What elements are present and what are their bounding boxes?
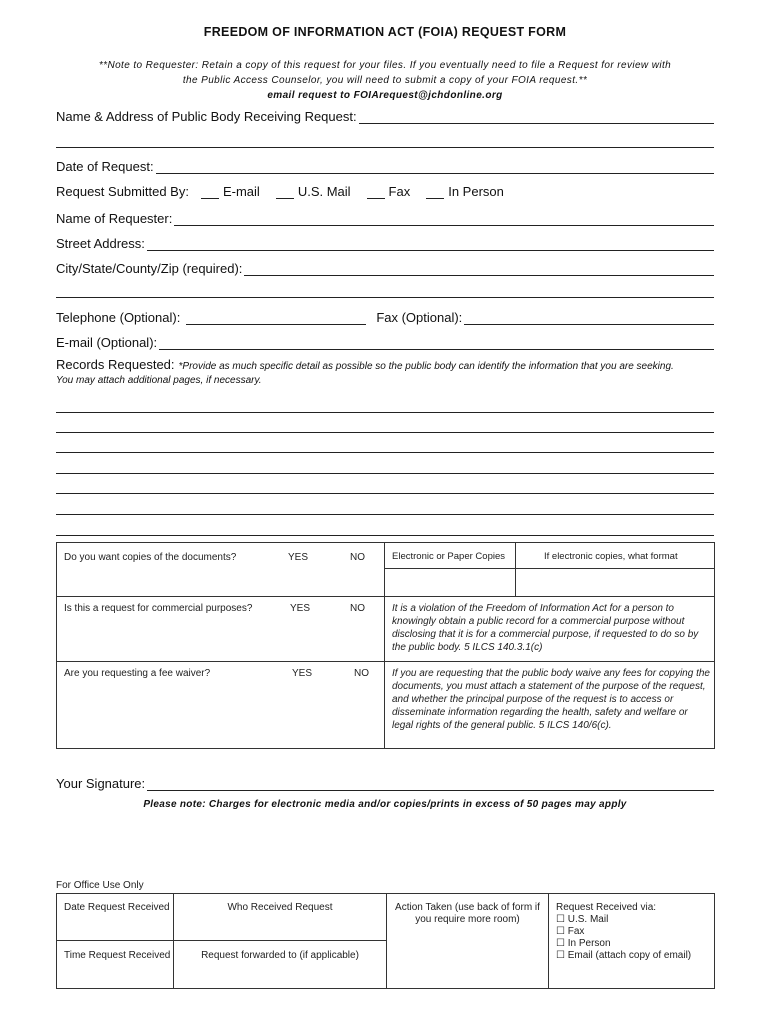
- street-field[interactable]: [147, 236, 714, 251]
- signature-row: [56, 773, 714, 791]
- blank-line: [367, 186, 385, 199]
- records-line[interactable]: [56, 412, 714, 413]
- via-fax[interactable]: ☐ Fax: [556, 926, 585, 937]
- city-row: [56, 258, 714, 276]
- option-label: Fax: [388, 184, 411, 199]
- received-via-label: Request Received via:: [556, 902, 657, 913]
- table-row-divider: [56, 596, 714, 597]
- submitted-by-row: [56, 181, 714, 199]
- blank-line: [201, 186, 219, 199]
- records-row: [56, 357, 714, 375]
- submitted-by-label: Request Submitted By:: [56, 184, 189, 199]
- phone-fax-row: [56, 307, 714, 325]
- records-line[interactable]: [56, 432, 714, 433]
- records-line[interactable]: [56, 514, 714, 515]
- copies-yes[interactable]: YES: [288, 552, 309, 563]
- date-row: [56, 156, 714, 174]
- records-line[interactable]: [56, 452, 714, 453]
- public-body-field-line-2[interactable]: [56, 147, 714, 148]
- note-line-1: **Note to Requester: Retain a copy of this request for your files. If you eventually need to file a Request for review with: [98, 60, 672, 71]
- blank-line: [276, 186, 294, 199]
- option-fax[interactable]: [367, 184, 411, 199]
- records-line[interactable]: [56, 535, 714, 536]
- telephone-label: Telephone (Optional):: [56, 310, 181, 325]
- action-taken-label: Action Taken (use back of form if you require more room): [395, 902, 540, 925]
- commercial-no[interactable]: NO: [350, 603, 365, 614]
- via-us-mail[interactable]: ☐ U.S. Mail: [556, 914, 609, 925]
- option-email[interactable]: [201, 184, 260, 199]
- note-line-2: the Public Access Counselor, you will need to submit a copy of your FOIA request.**: [182, 75, 588, 86]
- received-via-block: [556, 902, 691, 962]
- fee-waiver-note: If you are requesting that the public body waive any fees for copying the documents, you must attach a statement of the purpose of the request, and whether the principal purpose of the request is to access or disseminate information regarding the health, safety and welfare or legal rights of the general public. 5 ILCS 140/6(c).: [392, 668, 710, 731]
- city-field-line-2[interactable]: [56, 297, 714, 298]
- signature-field[interactable]: [147, 776, 714, 791]
- office-divider: [548, 893, 549, 988]
- street-row: [56, 233, 714, 251]
- form-title: FREEDOM OF INFORMATION ACT (FOIA) REQUEST FORM: [203, 25, 567, 39]
- records-line[interactable]: [56, 493, 714, 494]
- records-label: Records Requested:: [56, 357, 175, 372]
- charges-note: Please note: Charges for electronic media and/or copies/prints in excess of 50 pages may apply: [143, 799, 627, 810]
- copies-no[interactable]: NO: [350, 552, 365, 563]
- option-label: E-mail: [222, 184, 260, 199]
- records-line[interactable]: [56, 473, 714, 474]
- public-body-label: Name & Address of Public Body Receiving Request:: [56, 109, 357, 124]
- question-commercial: Is this a request for commercial purposes?: [64, 603, 253, 614]
- forwarded-label: Request forwarded to (if applicable): [201, 950, 359, 961]
- question-copies: Do you want copies of the documents?: [64, 552, 237, 563]
- date-label: Date of Request:: [56, 159, 154, 174]
- copies-type-field[interactable]: [385, 569, 514, 595]
- table-row-divider: [56, 661, 714, 662]
- fee-waiver-no[interactable]: NO: [354, 668, 369, 679]
- requester-name-row: [56, 208, 714, 226]
- blank-line: [426, 186, 444, 199]
- option-in-person[interactable]: [426, 184, 504, 199]
- commercial-note: It is a violation of the Freedom of Information Act for a person to knowingly obtain a public record for a commercial purpose without disclosing that it is for a commercial purpose, if requested to do so by the public body. 5 ILCS 140.3.1(c): [392, 603, 699, 653]
- option-us-mail[interactable]: [276, 184, 351, 199]
- office-row-divider: [56, 940, 387, 941]
- telephone-field[interactable]: [186, 310, 366, 325]
- email-row: [56, 332, 714, 350]
- question-fee-waiver: Are you requesting a fee waiver?: [64, 668, 211, 679]
- city-field[interactable]: [244, 261, 714, 276]
- fax-field[interactable]: [464, 310, 714, 325]
- date-field[interactable]: [156, 159, 714, 174]
- office-use-label: For Office Use Only: [56, 880, 144, 891]
- email-field[interactable]: [159, 335, 714, 350]
- who-received-label: Who Received Request: [227, 902, 333, 913]
- option-label: U.S. Mail: [297, 184, 351, 199]
- via-in-person[interactable]: ☐ In Person: [556, 938, 611, 949]
- signature-label: Your Signature:: [56, 776, 146, 791]
- commercial-yes[interactable]: YES: [290, 603, 311, 614]
- public-body-row: [56, 106, 714, 124]
- electronic-format-field[interactable]: [516, 569, 713, 595]
- street-label: Street Address:: [56, 236, 145, 251]
- email-instruction: email request to FOIArequest@jchdonline.org: [267, 90, 503, 101]
- via-email[interactable]: ☐ Email (attach copy of email): [556, 950, 692, 961]
- records-note: *Provide as much specific detail as possible so the public body can identify the information that you are seeking.: [178, 361, 674, 372]
- option-label: In Person: [448, 184, 504, 199]
- copies-format-header: Electronic or Paper Copies: [392, 551, 505, 562]
- fax-label: Fax (Optional):: [376, 310, 463, 325]
- requester-name-field[interactable]: [174, 211, 714, 226]
- time-received-label: Time Request Received: [64, 950, 171, 961]
- public-body-field[interactable]: [359, 109, 714, 124]
- electronic-format-header: If electronic copies, what format: [544, 551, 678, 562]
- email-label: E-mail (Optional):: [56, 335, 158, 350]
- records-note-2: You may attach additional pages, if necessary.: [56, 375, 262, 386]
- date-received-label: Date Request Received: [64, 902, 170, 913]
- fee-waiver-yes[interactable]: YES: [292, 668, 313, 679]
- city-label: City/State/County/Zip (required):: [56, 261, 243, 276]
- requester-name-label: Name of Requester:: [56, 211, 173, 226]
